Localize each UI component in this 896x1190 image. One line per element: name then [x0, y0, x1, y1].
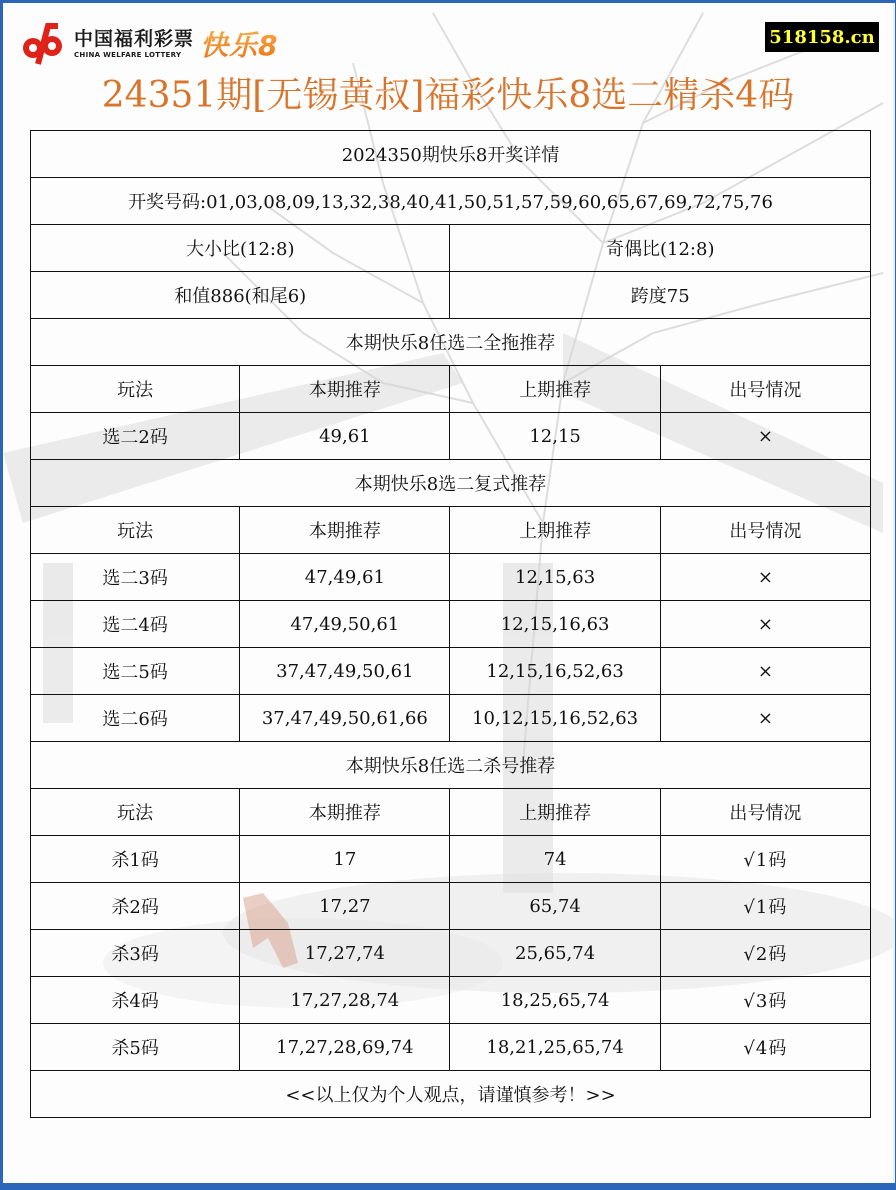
section-kill-heading: 本期快乐8任选二杀号推荐 [31, 742, 871, 789]
draw-numbers: 开奖号码:01,03,08,09,13,32,38,40,41,50,51,57,59,60,65,67,69,72,75,76 [31, 178, 871, 225]
previous-cell: 65,74 [450, 883, 660, 930]
table-row [31, 977, 871, 1024]
play-cell: 选二4码 [31, 601, 240, 648]
current-cell: 17,27,28,74 [240, 977, 450, 1024]
sum-value: 和值886(和尾6) [31, 272, 450, 319]
table-row [31, 1024, 871, 1071]
current-cell: 49,61 [240, 413, 450, 460]
result-cell: × [660, 554, 870, 601]
result-cell: √4码 [660, 1024, 870, 1071]
table-row [31, 695, 871, 742]
result-cell: × [660, 413, 870, 460]
draw-heading: 2024350期快乐8开奖详情 [31, 131, 871, 178]
cwl-logo-icon [18, 22, 68, 66]
current-cell: 17,27,74 [240, 930, 450, 977]
result-cell: √1码 [660, 836, 870, 883]
current-cell: 17 [240, 836, 450, 883]
current-cell: 47,49,50,61 [240, 601, 450, 648]
col-header-result: 出号情况 [660, 366, 870, 413]
col-header-current: 本期推荐 [240, 789, 450, 836]
column-header-row [31, 789, 871, 836]
table-row [31, 648, 871, 695]
logo-cn-text: 中国福利彩票 [74, 27, 195, 50]
draw-heading-row [31, 131, 871, 178]
size-ratio: 大小比(12:8) [31, 225, 450, 272]
current-cell: 37,47,49,50,61 [240, 648, 450, 695]
play-cell: 选二5码 [31, 648, 240, 695]
logo-en-text: CHINA WELFARE LOTTERY [74, 50, 182, 59]
col-header-result: 出号情况 [660, 507, 870, 554]
col-header-current: 本期推荐 [240, 507, 450, 554]
current-cell: 17,27 [240, 883, 450, 930]
table-row [31, 554, 871, 601]
play-cell: 杀2码 [31, 883, 240, 930]
col-header-previous: 上期推荐 [450, 366, 660, 413]
previous-cell: 25,65,74 [450, 930, 660, 977]
section-heading-row [31, 742, 871, 789]
previous-cell: 10,12,15,16,52,63 [450, 695, 660, 742]
play-cell: 杀1码 [31, 836, 240, 883]
site-badge: 518158.cn [765, 22, 879, 52]
result-cell: × [660, 601, 870, 648]
previous-cell: 74 [450, 836, 660, 883]
section-heading-row [31, 460, 871, 507]
col-header-previous: 上期推荐 [450, 789, 660, 836]
result-cell: × [660, 648, 870, 695]
column-header-row [31, 366, 871, 413]
col-header-previous: 上期推荐 [450, 507, 660, 554]
play-cell: 选二6码 [31, 695, 240, 742]
kuaile8-logo-text: 快乐8 [200, 24, 278, 64]
result-cell: × [660, 695, 870, 742]
span-value: 跨度75 [450, 272, 871, 319]
disclaimer: <<以上仅为个人观点，请谨慎参考！>> [31, 1071, 871, 1118]
previous-cell: 18,25,65,74 [450, 977, 660, 1024]
col-header-play: 玩法 [31, 366, 240, 413]
section-drag-heading: 本期快乐8任选二全拖推荐 [31, 319, 871, 366]
col-header-current: 本期推荐 [240, 366, 450, 413]
page-title: 24351期[无锡黄叔]福彩快乐8选二精杀4码 [101, 75, 795, 116]
col-header-result: 出号情况 [660, 789, 870, 836]
table-row [31, 883, 871, 930]
draw-numbers-row [31, 178, 871, 225]
draw-sum-row [31, 272, 871, 319]
page-frame [3, 3, 895, 1183]
section-heading-row [31, 319, 871, 366]
play-cell: 选二3码 [31, 554, 240, 601]
table-row [31, 836, 871, 883]
table-row [31, 601, 871, 648]
footer-row [31, 1071, 871, 1118]
result-cell: √2码 [660, 930, 870, 977]
column-header-row [31, 507, 871, 554]
result-cell: √1码 [660, 883, 870, 930]
previous-cell: 12,15,16,63 [450, 601, 660, 648]
current-cell: 37,47,49,50,61,66 [240, 695, 450, 742]
odd-even-ratio: 奇偶比(12:8) [450, 225, 871, 272]
previous-cell: 12,15,16,52,63 [450, 648, 660, 695]
section-multi-heading: 本期快乐8选二复式推荐 [31, 460, 871, 507]
draw-ratio-row [31, 225, 871, 272]
play-cell: 杀4码 [31, 977, 240, 1024]
prediction-table [30, 130, 871, 1118]
play-cell: 杀5码 [31, 1024, 240, 1071]
current-cell: 47,49,61 [240, 554, 450, 601]
play-cell: 选二2码 [31, 413, 240, 460]
play-cell: 杀3码 [31, 930, 240, 977]
previous-cell: 12,15,63 [450, 554, 660, 601]
col-header-play: 玩法 [31, 789, 240, 836]
table-row [31, 413, 871, 460]
result-cell: √3码 [660, 977, 870, 1024]
welfare-lottery-logo [18, 22, 279, 66]
current-cell: 17,27,28,69,74 [240, 1024, 450, 1071]
previous-cell: 18,21,25,65,74 [450, 1024, 660, 1071]
col-header-play: 玩法 [31, 507, 240, 554]
table-row [31, 930, 871, 977]
previous-cell: 12,15 [450, 413, 660, 460]
